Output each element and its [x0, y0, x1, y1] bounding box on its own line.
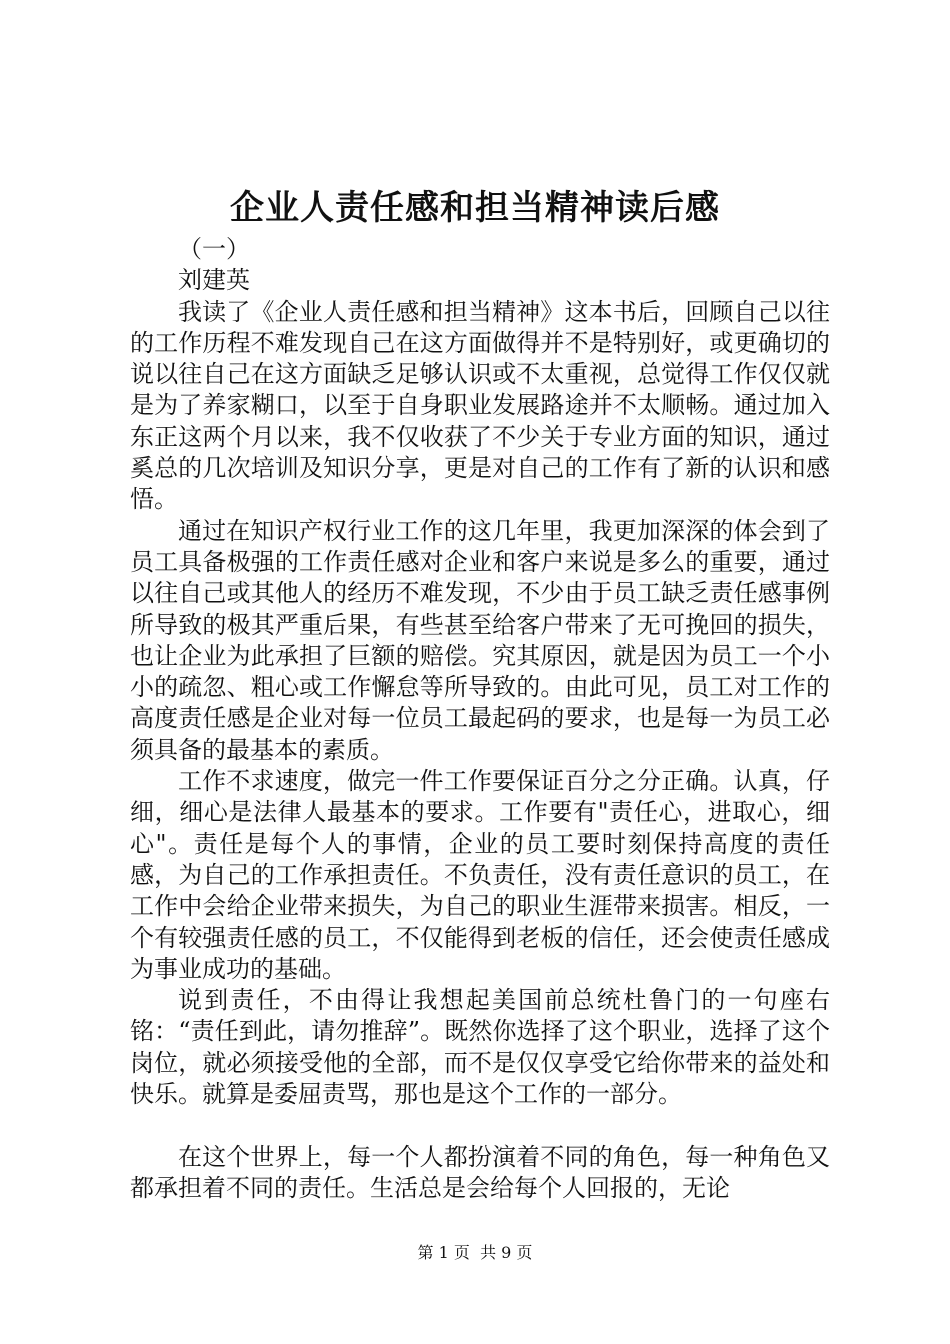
body-paragraph: 工作不求速度，做完一件工作要保证百分之分正确。认真，仔细，细心是法律人最基本的要求。工作要有"责任心，进取心，细心"。责任是每个人的事情，企业的员工要时刻保持高度的责任感，为自己的工作承担责任。不负责任，没有责任意识的员工，在工作中会给企业带来损失，为自己的职业生涯带来损害。相反，一个有较强责任感的员工，不仅能得到老板的信任，还会使责任感成为事业成功的基础。: [130, 767, 830, 983]
author-name: 刘建英: [178, 266, 250, 295]
document-body: [130, 234, 830, 1204]
page-number-label: 第 1 页 共 9 页: [417, 1243, 533, 1262]
page-footer: [0, 1242, 950, 1264]
document-title: 企业人责任感和担当精神读后感: [230, 188, 720, 228]
body-paragraph: 说到责任，不由得让我想起美国前总统杜鲁门的一句座右铭：“责任到此，请勿推辞”。既然你选择了这个职业，选择了这个岗位，就必须接受他的全部，而不是仅仅享受它给你带来的益处和快乐。就算是委屈责骂，那也是这个工作的一部分。: [130, 986, 830, 1109]
section-number: （一）: [178, 235, 250, 263]
body-paragraph: 通过在知识产权行业工作的这几年里，我更加深深的体会到了员工具备极强的工作责任感对企业和客户来说是多么的重要，通过以往自己或其他人的经历不难发现，不少由于员工缺乏责任感事例所导致的极其严重后果，有些甚至给客户带来了无可挽回的损失，也让企业为此承担了巨额的赔偿。究其原因，就是因为员工一个小小的疏忽、粗心或工作懈怠等所导致的。由此可见，员工对工作的高度责任感是企业对每一位员工最起码的要求，也是每一为员工必须具备的最基本的素质。: [130, 516, 830, 764]
body-paragraph: 在这个世界上，每一个人都扮演着不同的角色，每一种角色又都承担着不同的责任。生活总是会给每个人回报的，无论: [130, 1142, 830, 1202]
paragraph-spacer: [130, 1110, 830, 1141]
body-paragraph: 我读了《企业人责任感和担当精神》这本书后，回顾自己以往的工作历程不难发现自己在这方面做得并不是特别好，或更确切的说以往自己在这方面缺乏足够认识或不太重视，总觉得工作仅仅就是为了养家糊口，以至于自身职业发展路途并不太顺畅。通过加入东正这两个月以来，我不仅收获了不少关于专业方面的知识，通过奚总的几次培训及知识分享，更是对自己的工作有了新的认识和感悟。: [130, 297, 830, 514]
